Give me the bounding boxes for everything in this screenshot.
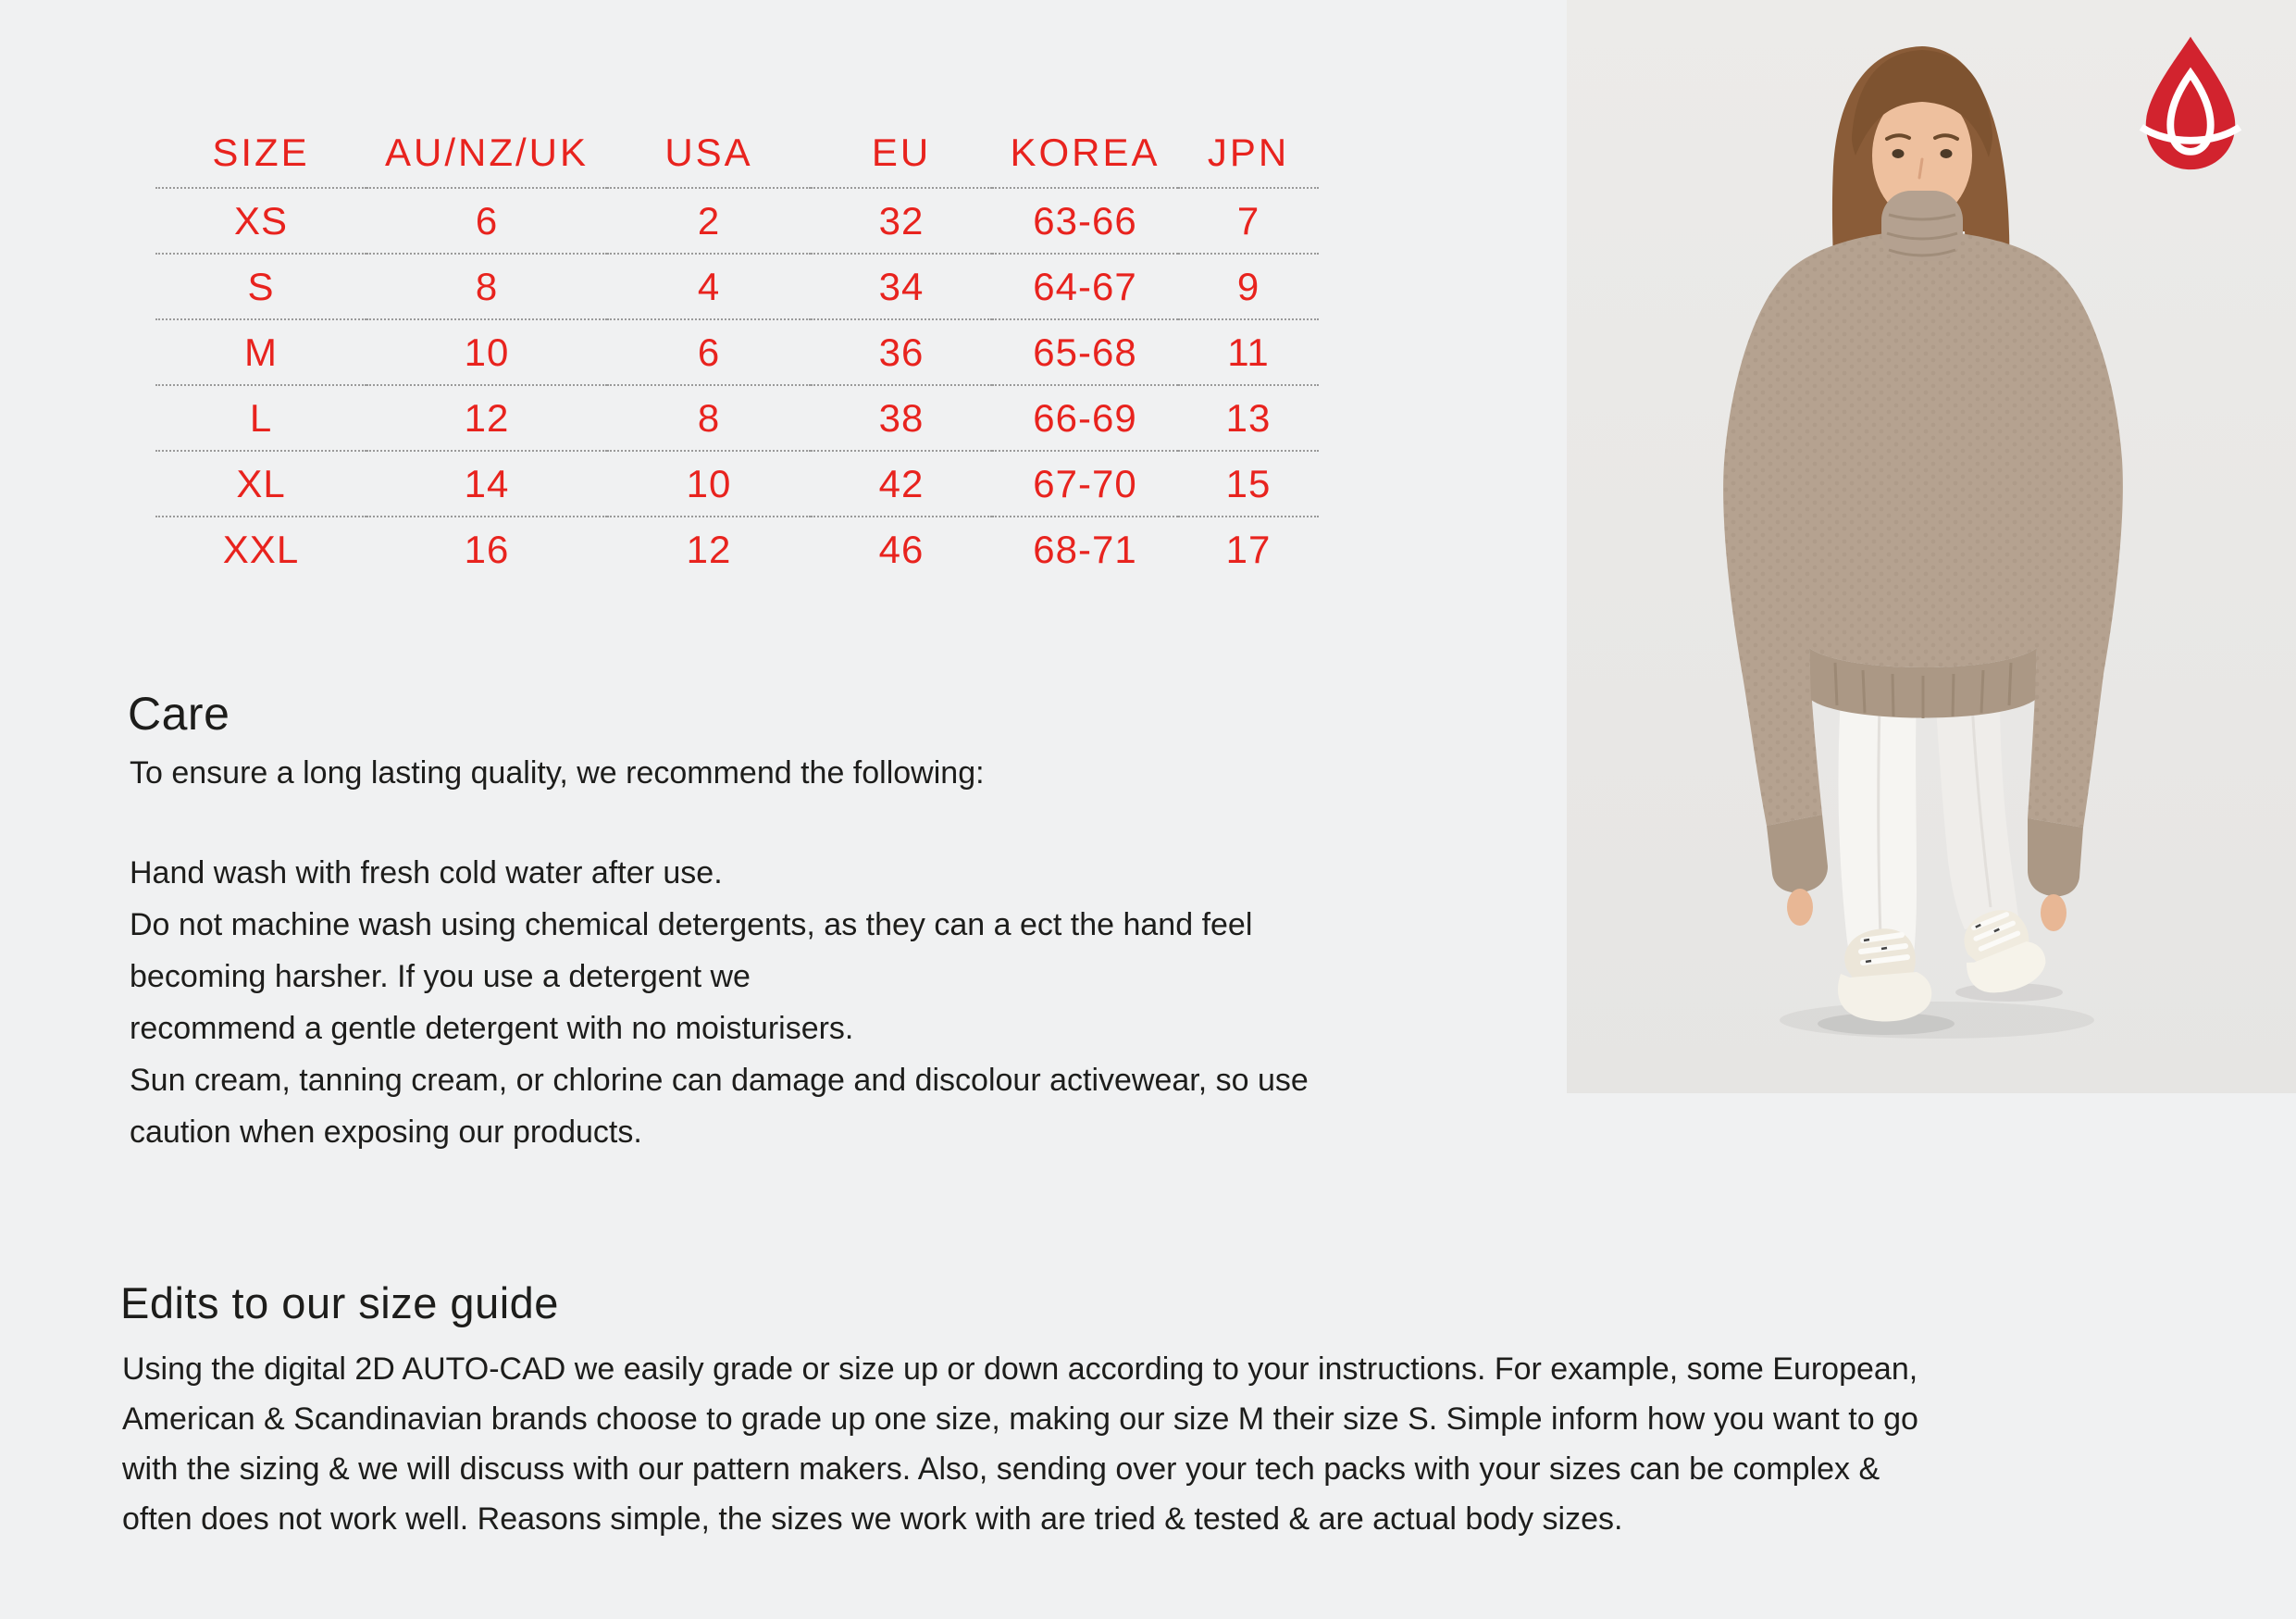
cell-usa: 6 (607, 319, 811, 385)
edits-paragraph (122, 1344, 1918, 1544)
edits-heading: Edits to our size guide (120, 1278, 559, 1327)
cell-au: 14 (366, 451, 607, 517)
column-header-korea: KOREA (1010, 131, 1160, 174)
cell-size: XXL (155, 517, 366, 581)
cell-korea: 66-69 (992, 385, 1178, 451)
table-row-xxl (155, 517, 1319, 581)
cell-usa: 4 (607, 254, 811, 319)
edits-line: often does not work well. Reasons simple, the sizes we work with are tried & tested & are actual body sizes. (122, 1501, 1623, 1537)
cell-au: 10 (366, 319, 607, 385)
table-row-m (155, 319, 1319, 385)
cell-au: 8 (366, 254, 607, 319)
cell-eu: 36 (811, 319, 992, 385)
column-header-usa: USA (664, 131, 753, 174)
cell-au: 16 (366, 517, 607, 581)
cell-jpn: 11 (1178, 319, 1319, 385)
cell-jpn: 7 (1178, 188, 1319, 254)
cell-size: M (155, 319, 366, 385)
column-header-jpn: JPN (1207, 131, 1290, 174)
cell-jpn: 17 (1178, 517, 1319, 581)
cell-au: 12 (366, 385, 607, 451)
care-line: becoming harsher. If you use a detergent we (130, 959, 751, 994)
cell-jpn: 15 (1178, 451, 1319, 517)
cell-eu: 38 (811, 385, 992, 451)
care-line: recommend a gentle detergent with no moisturisers. (130, 1011, 854, 1046)
size-table-header-row (155, 118, 1319, 188)
cell-au: 6 (366, 188, 607, 254)
edits-line: American & Scandinavian brands choose to grade up one size, making our size M their size S. Simple inform how you want to go (122, 1401, 1918, 1437)
column-header-eu: EU (871, 131, 932, 174)
care-line: caution when exposing our products. (130, 1115, 642, 1150)
care-heading: Care (128, 688, 230, 740)
cell-eu: 32 (811, 188, 992, 254)
cell-usa: 8 (607, 385, 811, 451)
cell-korea: 65-68 (992, 319, 1178, 385)
cell-korea: 68-71 (992, 517, 1178, 581)
table-row-s (155, 254, 1319, 319)
brand-logo-icon (2134, 33, 2247, 174)
care-line: Do not machine wash using chemical detergents, as they can a ect the hand feel (130, 907, 1253, 942)
care-instructions (130, 847, 1309, 1158)
cell-korea: 64-67 (992, 254, 1178, 319)
cell-usa: 2 (607, 188, 811, 254)
cell-size: L (155, 385, 366, 451)
table-row-xl (155, 451, 1319, 517)
edits-line: Using the digital 2D AUTO-CAD we easily grade or size up or down according to your instructions. For example, some European, (122, 1351, 1918, 1387)
edits-line: with the sizing & we will discuss with our pattern makers. Also, sending over your tech packs with your sizes can be complex & (122, 1451, 1880, 1487)
column-header-size: SIZE (212, 131, 310, 174)
cell-size: S (155, 254, 366, 319)
cell-eu: 42 (811, 451, 992, 517)
care-line: Sun cream, tanning cream, or chlorine can damage and discolour activewear, so use (130, 1063, 1309, 1098)
cell-size: XL (155, 451, 366, 517)
table-row-l (155, 385, 1319, 451)
cell-usa: 12 (607, 517, 811, 581)
table-row-xs (155, 188, 1319, 254)
care-line: Hand wash with fresh cold water after use. (130, 855, 723, 890)
cell-korea: 63-66 (992, 188, 1178, 254)
cell-korea: 67-70 (992, 451, 1178, 517)
cell-usa: 10 (607, 451, 811, 517)
cell-jpn: 9 (1178, 254, 1319, 319)
cell-jpn: 13 (1178, 385, 1319, 451)
column-header-au-nz-uk: AU/NZ/UK (384, 131, 589, 174)
cell-eu: 46 (811, 517, 992, 581)
size-table (155, 118, 1319, 581)
care-intro: To ensure a long lasting quality, we recommend the following: (130, 755, 985, 791)
cell-eu: 34 (811, 254, 992, 319)
cell-size: XS (155, 188, 366, 254)
